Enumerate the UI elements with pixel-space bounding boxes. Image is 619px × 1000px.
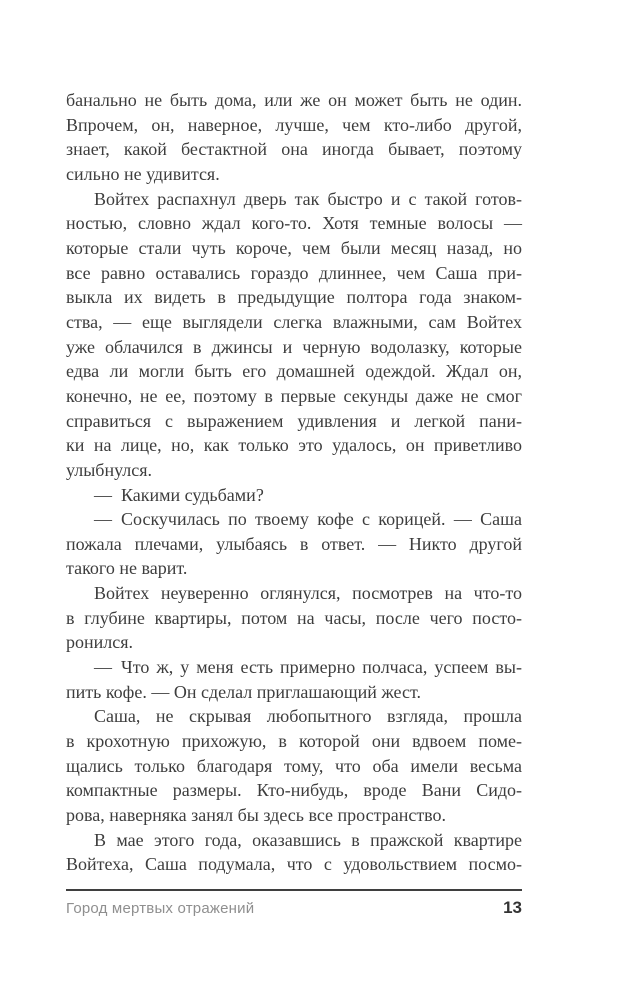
text-line: пить кофе. — Он сделал приглашающий жест. — [66, 681, 421, 702]
text-line: ки на лице, но, как только это удалось, он приветливо — [66, 435, 522, 456]
text-line: в крохотную прихожую, в которой они вдвоем поме- — [66, 731, 522, 752]
text-line: ронился. — [66, 632, 134, 653]
text-line: Войтеха, Саша подумала, что с удовольствием посмо- — [66, 854, 522, 875]
text-line: знает, какой бестактной она иногда бывает, поэтому — [66, 139, 522, 160]
footer-rule — [66, 889, 522, 891]
text-line: в глубине квартиры, потом на часы, после чего посто- — [66, 607, 522, 628]
text-line: справиться с выражением удивления и легкой пани- — [66, 410, 522, 431]
text-line: конечно, не ее, поэтому в первые секунды даже не смог — [66, 385, 522, 406]
footer-row — [66, 898, 522, 918]
text-line: улыбнулся. — [66, 459, 153, 480]
text-line: — Что ж, у меня есть примерно полчаса, успеем вы- — [94, 657, 522, 678]
page-number: 13 — [503, 898, 522, 917]
text-line: уже облачился в джинсы и черную водолазку, которые — [66, 336, 522, 357]
text-line: Впрочем, он, наверное, лучше, чем кто-либо другой, — [66, 114, 522, 135]
text-line: Войтех неуверенно оглянулся, посмотрев на что-то — [94, 583, 522, 604]
page-footer — [66, 889, 522, 918]
text-line: такого не варит. — [66, 558, 188, 579]
text-line: — Какими судьбами? — [94, 484, 264, 505]
text-line: компактные размеры. Кто-нибудь, вроде Вани Сидо- — [66, 780, 522, 801]
text-line: — Соскучилась по твоему кофе с корицей. — Саша — [94, 509, 522, 530]
text-line: выкла их видеть в предыдущие полтора года знаком- — [66, 287, 522, 308]
text-line: ностью, словно ждал кого-то. Хотя темные волосы — — [66, 213, 522, 234]
text-line: Саша, не скрывая любопытного взгляда, прошла — [94, 706, 522, 727]
text-line: едва ли могли быть его домашней одеждой. Ждал он, — [66, 361, 522, 382]
text-line: банально не быть дома, или же он может быть не один. — [66, 90, 522, 110]
text-line: щались только благодаря тому, что оба имели весьма — [66, 755, 522, 776]
text-line: пожала плечами, улыбаясь в ответ. — Никто другой — [66, 533, 522, 554]
running-title: Город мертвых отражений — [66, 900, 255, 917]
text-line: Войтех распахнул дверь так быстро и с такой готов- — [94, 188, 522, 209]
text-line: которые стали чуть короче, чем были месяц назад, но — [66, 237, 522, 258]
page-text-block — [66, 88, 522, 877]
text-line: В мае этого года, оказавшись в пражской квартире — [94, 829, 522, 850]
text-line: сильно не удивится. — [66, 163, 220, 184]
text-line: ства, — еще выглядели слегка влажными, сам Войтех — [66, 311, 522, 332]
text-line: рова, наверняка занял бы здесь все пространство. — [66, 805, 447, 826]
text-line: все равно оставались гораздо длиннее, чем Саша при- — [66, 262, 522, 283]
